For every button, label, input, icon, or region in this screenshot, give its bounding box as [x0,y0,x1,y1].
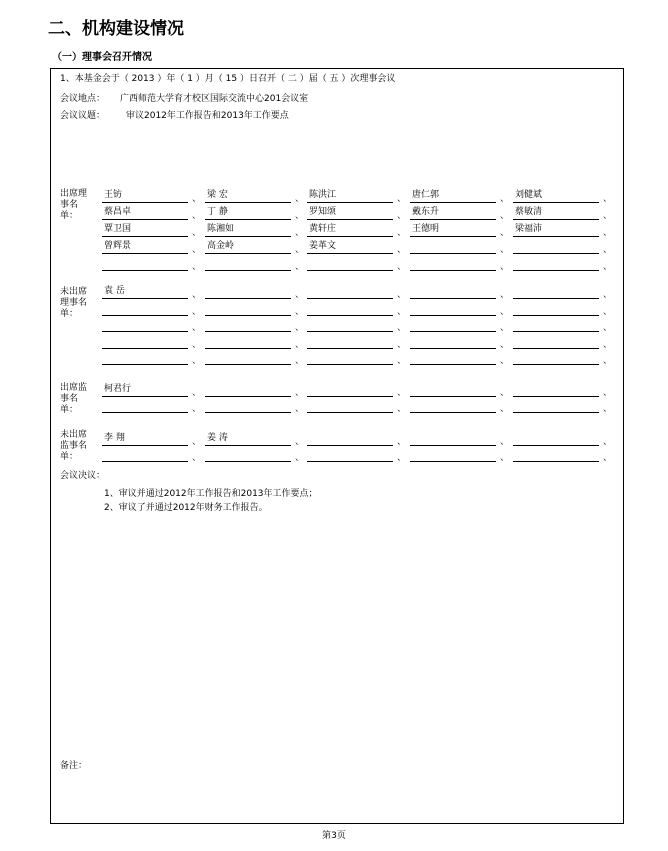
name-underline [513,298,599,299]
separator: 、 [603,245,613,255]
separator: 、 [295,262,305,272]
separator: 、 [397,339,407,350]
separator: 、 [192,388,202,398]
separator: 、 [500,356,510,366]
separator: 、 [295,306,305,317]
name-underline [307,236,393,237]
name-underline [410,219,496,220]
name-entry: 罗知颂 [309,207,337,217]
separator: 、 [500,194,510,204]
name-entry: 蔡昌卓 [104,207,132,217]
separator: 、 [603,437,613,447]
name-underline [102,445,188,446]
separator: 、 [603,228,613,238]
name-underline [205,298,291,299]
separator: 、 [192,404,202,414]
separator: 、 [295,339,305,350]
name-underline [102,348,188,349]
separator: 、 [500,306,510,317]
name-underline [307,253,393,254]
name-underline [513,445,599,446]
name-underline [513,315,599,316]
name-underline [307,219,393,220]
separator: 、 [192,453,202,463]
name-entry: 黄轩庄 [309,224,337,234]
name-underline [307,298,393,299]
name-underline [513,236,599,237]
name-entry: 丁 静 [207,207,228,217]
name-underline [102,236,188,237]
name-entry: 姜 涛 [207,433,228,443]
name-underline [102,331,188,332]
separator: 、 [500,453,510,463]
separator: 、 [192,194,202,204]
name-underline [102,219,188,220]
separator: 、 [397,404,407,414]
name-entry: 李 翔 [104,433,125,443]
separator: 、 [397,437,407,447]
separator: 、 [295,437,305,447]
name-underline [307,461,393,462]
label-line: 出席理 [60,189,88,199]
name-entry: 柯君行 [104,384,132,394]
name-entry: 袁 岳 [104,286,125,296]
separator: 、 [500,404,510,414]
name-underline [205,219,291,220]
separator: 、 [192,211,202,221]
meeting-location: 广西师范大学育才校区国际交流中心201会议室 [120,94,309,104]
separator: 、 [295,228,305,238]
name-underline [513,253,599,254]
name-underline [102,202,188,203]
label-line: 出席监 [60,383,88,393]
resolution-label: 会议决议： [60,471,106,481]
label-line: 单： [60,211,79,221]
subsection-title: （一）理事会召开情况 [52,52,152,63]
separator: 、 [192,262,202,272]
name-underline [410,412,496,413]
name-underline [102,396,188,397]
separator: 、 [500,339,510,350]
name-underline [102,298,188,299]
separator: 、 [603,404,613,414]
attended-council-label [60,189,87,222]
name-entry: 王德明 [412,224,440,234]
separator: 、 [500,228,510,238]
separator: 、 [397,306,407,317]
separator: 、 [500,245,510,255]
separator: 、 [500,388,510,398]
name-underline [410,202,496,203]
separator: 、 [192,245,202,255]
separator: 、 [603,339,613,350]
name-underline [410,331,496,332]
label-line: 监事名 [60,441,88,451]
separator: 、 [397,245,407,255]
name-underline [513,202,599,203]
name-entry: 戴东升 [412,207,440,217]
name-underline [410,348,496,349]
name-entry: 曾辉景 [104,241,132,251]
name-underline [205,445,291,446]
label-line: 单： [60,309,79,319]
separator: 、 [500,323,510,333]
attended-supervisors-label [60,383,87,416]
label-line: 事名 [60,200,79,210]
separator: 、 [295,388,305,398]
separator: 、 [603,211,613,221]
page-number: 第3页 [322,831,346,841]
resolution-item: 2、审议了并通过2012年财务工作报告。 [104,503,268,513]
name-underline [307,445,393,446]
name-underline [410,461,496,462]
separator: 、 [603,262,613,272]
name-underline [410,364,496,365]
separator: 、 [500,290,510,300]
name-underline [410,253,496,254]
name-underline [102,270,188,271]
name-underline [513,270,599,271]
separator: 、 [397,262,407,272]
name-entry: 王钫 [104,190,123,200]
name-underline [205,348,291,349]
name-underline [102,412,188,413]
absent-council-label [60,287,87,320]
name-underline [410,396,496,397]
name-underline [102,461,188,462]
separator: 、 [500,262,510,272]
name-underline [410,445,496,446]
label-line: 未出席 [60,287,88,297]
name-underline [513,364,599,365]
meeting-topic: 审议2012年工作报告和2013年工作要点 [126,111,289,121]
resolution-item: 1、审议并通过2012年工作报告和2013年工作要点； [104,489,318,499]
separator: 、 [500,211,510,221]
name-underline [307,331,393,332]
name-underline [513,219,599,220]
label-line: 未出席 [60,430,88,440]
name-underline [410,236,496,237]
separator: 、 [295,211,305,221]
name-underline [102,315,188,316]
name-entry: 梁 宏 [207,190,228,200]
label-line: 理事名 [60,298,88,308]
separator: 、 [603,388,613,398]
name-underline [410,270,496,271]
separator: 、 [192,339,202,350]
separator: 、 [397,194,407,204]
separator: 、 [603,194,613,204]
name-underline [513,331,599,332]
meeting-info-line: 1、本基金会于（ 2013 ）年（ 1 ）月（ 15 ）日召开（ 二 ）届（ 五 ）次理事会议 [60,74,396,84]
separator: 、 [192,323,202,333]
name-underline [513,412,599,413]
separator: 、 [295,404,305,414]
separator: 、 [295,453,305,463]
name-underline [205,461,291,462]
name-underline [513,348,599,349]
separator: 、 [603,453,613,463]
name-entry: 陈湘如 [207,224,235,234]
name-underline [307,315,393,316]
name-underline [205,331,291,332]
name-underline [307,364,393,365]
absent-supervisors-label [60,430,87,463]
separator: 、 [192,290,202,300]
separator: 、 [192,356,202,366]
name-underline [205,396,291,397]
name-entry: 高金岭 [207,241,235,251]
section-title: 二、机构建设情况 [48,19,184,39]
name-underline [513,396,599,397]
label-line: 单： [60,405,79,415]
separator: 、 [295,245,305,255]
name-underline [102,253,188,254]
separator: 、 [295,356,305,366]
separator: 、 [397,453,407,463]
separator: 、 [397,290,407,300]
name-entry: 唐仁郭 [412,190,440,200]
separator: 、 [397,228,407,238]
name-underline [205,270,291,271]
separator: 、 [603,290,613,300]
name-entry: 刘健斌 [515,190,543,200]
name-entry: 蔡敏清 [515,207,543,217]
name-underline [307,202,393,203]
separator: 、 [192,228,202,238]
name-entry: 梁福沛 [515,224,543,234]
separator: 、 [500,437,510,447]
label-line: 单： [60,452,79,462]
name-underline [205,364,291,365]
meeting-location-label: 会议地点： [60,94,106,104]
name-underline [205,253,291,254]
separator: 、 [603,356,613,366]
form-frame [50,68,624,824]
name-underline [102,364,188,365]
remarks-label: 备注： [60,761,88,771]
separator: 、 [295,323,305,333]
name-underline [307,396,393,397]
separator: 、 [603,323,613,333]
name-underline [410,298,496,299]
name-underline [307,412,393,413]
name-entry: 陈洪江 [309,190,337,200]
name-underline [307,270,393,271]
name-underline [513,461,599,462]
name-underline [205,202,291,203]
separator: 、 [192,437,202,447]
name-underline [307,348,393,349]
separator: 、 [397,323,407,333]
name-underline [205,236,291,237]
separator: 、 [397,211,407,221]
separator: 、 [295,194,305,204]
name-entry: 姜革文 [309,241,337,251]
name-underline [205,315,291,316]
name-entry: 覃卫国 [104,224,132,234]
separator: 、 [397,388,407,398]
separator: 、 [397,356,407,366]
name-underline [205,412,291,413]
separator: 、 [603,306,613,317]
separator: 、 [295,290,305,300]
meeting-topic-label: 会议议题： [60,111,106,121]
name-underline [410,315,496,316]
separator: 、 [192,306,202,317]
label-line: 事名 [60,394,79,404]
